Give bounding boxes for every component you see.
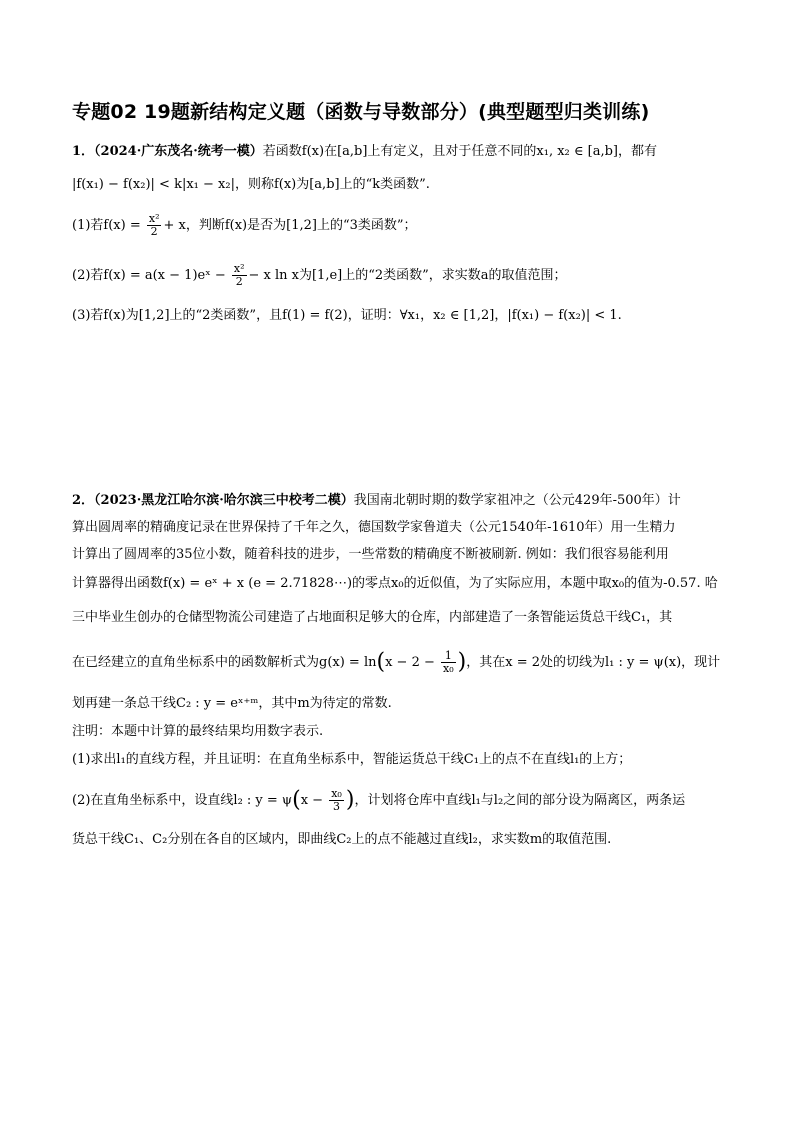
q1-part2-post: − x ln x为[1,e]上的“2类函数”，求实数a的取值范围； [248, 268, 567, 283]
q2-note: 注明：本题中计算的最终结果均用数字表示. [72, 724, 324, 739]
q1-part1-num: x² [148, 212, 160, 225]
q2-line-5: 三中毕业生创办的仓储型物流公司建造了占地面积足够大的仓库，内部建造了一条智能运货总干线C₁，其 [72, 610, 673, 625]
q1-number: 1． [72, 144, 95, 159]
q2-line6-den: x₀ [443, 662, 454, 675]
q2-line-2: 算出圆周率的精确度记录在世界保持了千年之久，德国数学家鲁道夫（公元1540年-1610年）用一生精力 [72, 520, 676, 535]
q2-part2-den: 3 [333, 800, 341, 813]
q1-line1-text: 若函数f(x)在[a,b]上有定义，且对于任意不同的x₁, x₂ ∈ [a,b]，都有 [262, 144, 658, 159]
q2-part2-pre: (2)在直角坐标系中，设直线l₂ : y = ψ [72, 793, 293, 808]
q1-line-2: |f(x₁) − f(x₂)| < k|x₁ − x₂|，则称f(x)为[a,b]上的“k类函数”. [72, 177, 430, 192]
q2-line6-inner: x − 2 − [385, 655, 440, 670]
q2-line-1 [72, 491, 681, 511]
q2-part-2 [72, 788, 685, 813]
q2-line6-post: ，其在x = 2处的切线为l₁ : y = ψ(x)，现计 [466, 655, 721, 670]
q2-number: 2． [72, 493, 95, 508]
q2-line-3: 计算出了圆周率的35位小数，随着科技的进步，一些常数的精确度不断被刷新. 例如：我们很容易能利用 [72, 547, 669, 562]
page-title: 专题02 19题新结构定义题（函数与导数部分）(典型题型归类训练) [72, 101, 650, 123]
q2-line6-num: 1 [441, 650, 456, 663]
q1-source: （2024·广东茂名·统考一模） [94, 144, 263, 159]
q2-line-7: 划再建一条总干线C₂ : y = eˣ⁺ᵐ，其中m为待定的常数. [72, 696, 392, 711]
q2-part-2-line-2: 货总干线C₁、C₂分别在各自的区域内，即曲线C₂上的点不能越过直线l₂，求实数m的取值范围. [72, 832, 612, 847]
q2-part2-inner: x − [300, 793, 328, 808]
q2-source: （2023·黑龙江哈尔滨·哈尔滨三中校考二模） [94, 493, 354, 508]
q1-part2-fraction [232, 263, 247, 288]
q1-part2-den: 2 [235, 275, 243, 288]
q2-part2-open-paren: ( [292, 787, 301, 813]
q2-part2-post: ，计划将仓库中直线l₁与l₂之间的部分设为隔离区，两条运 [354, 793, 686, 808]
q2-part2-close-paren: ) [345, 787, 355, 813]
q1-part2-num: x² [233, 262, 245, 275]
q1-part-3: (3)若f(x)为[1,2]上的“2类函数”，且f(1) = f(2)，证明：∀x₁，x₂ ∈ [1,2]，|f(x₁) − f(x₂)| < 1. [72, 308, 622, 323]
q2-line-6 [72, 650, 720, 675]
q1-part-2 [72, 263, 567, 288]
q1-part-1 [72, 213, 417, 238]
q2-line1-rest: 我国南北朝时期的数学家祖冲之（公元429年-500年）计 [353, 493, 681, 508]
q2-line6-fraction [441, 650, 456, 675]
q2-part2-fraction [329, 788, 344, 813]
q2-part2-num: x₀ [331, 787, 342, 800]
q1-line-1 [72, 142, 657, 162]
q1-part2-pre: (2)若f(x) = a(x − 1)eˣ − [72, 268, 230, 283]
q2-line6-pre: 在已经建立的直角坐标系中的函数解析式为g(x) = ln [72, 655, 377, 670]
q1-part1-post: + x，判断f(x)是否为[1,2]上的“3类函数”； [163, 218, 417, 233]
q2-line6-open-paren: ( [376, 649, 386, 675]
q1-part1-fraction [147, 213, 162, 238]
q1-part1-pre: (1)若f(x) = [72, 218, 145, 233]
q2-line-4: 计算器得出函数f(x) = eˣ + x (e = 2.71828⋯)的零点x₀的近似值，为了实际应用，本题中取x₀的值为-0.57. 哈 [72, 576, 718, 591]
q2-line6-close-paren: ) [457, 649, 467, 675]
q2-part-1: (1)求出l₁的直线方程，并且证明：在直角坐标系中，智能运货总干线C₁上的点不在直线l₁的上方； [72, 752, 632, 767]
q1-part1-den: 2 [150, 225, 158, 238]
